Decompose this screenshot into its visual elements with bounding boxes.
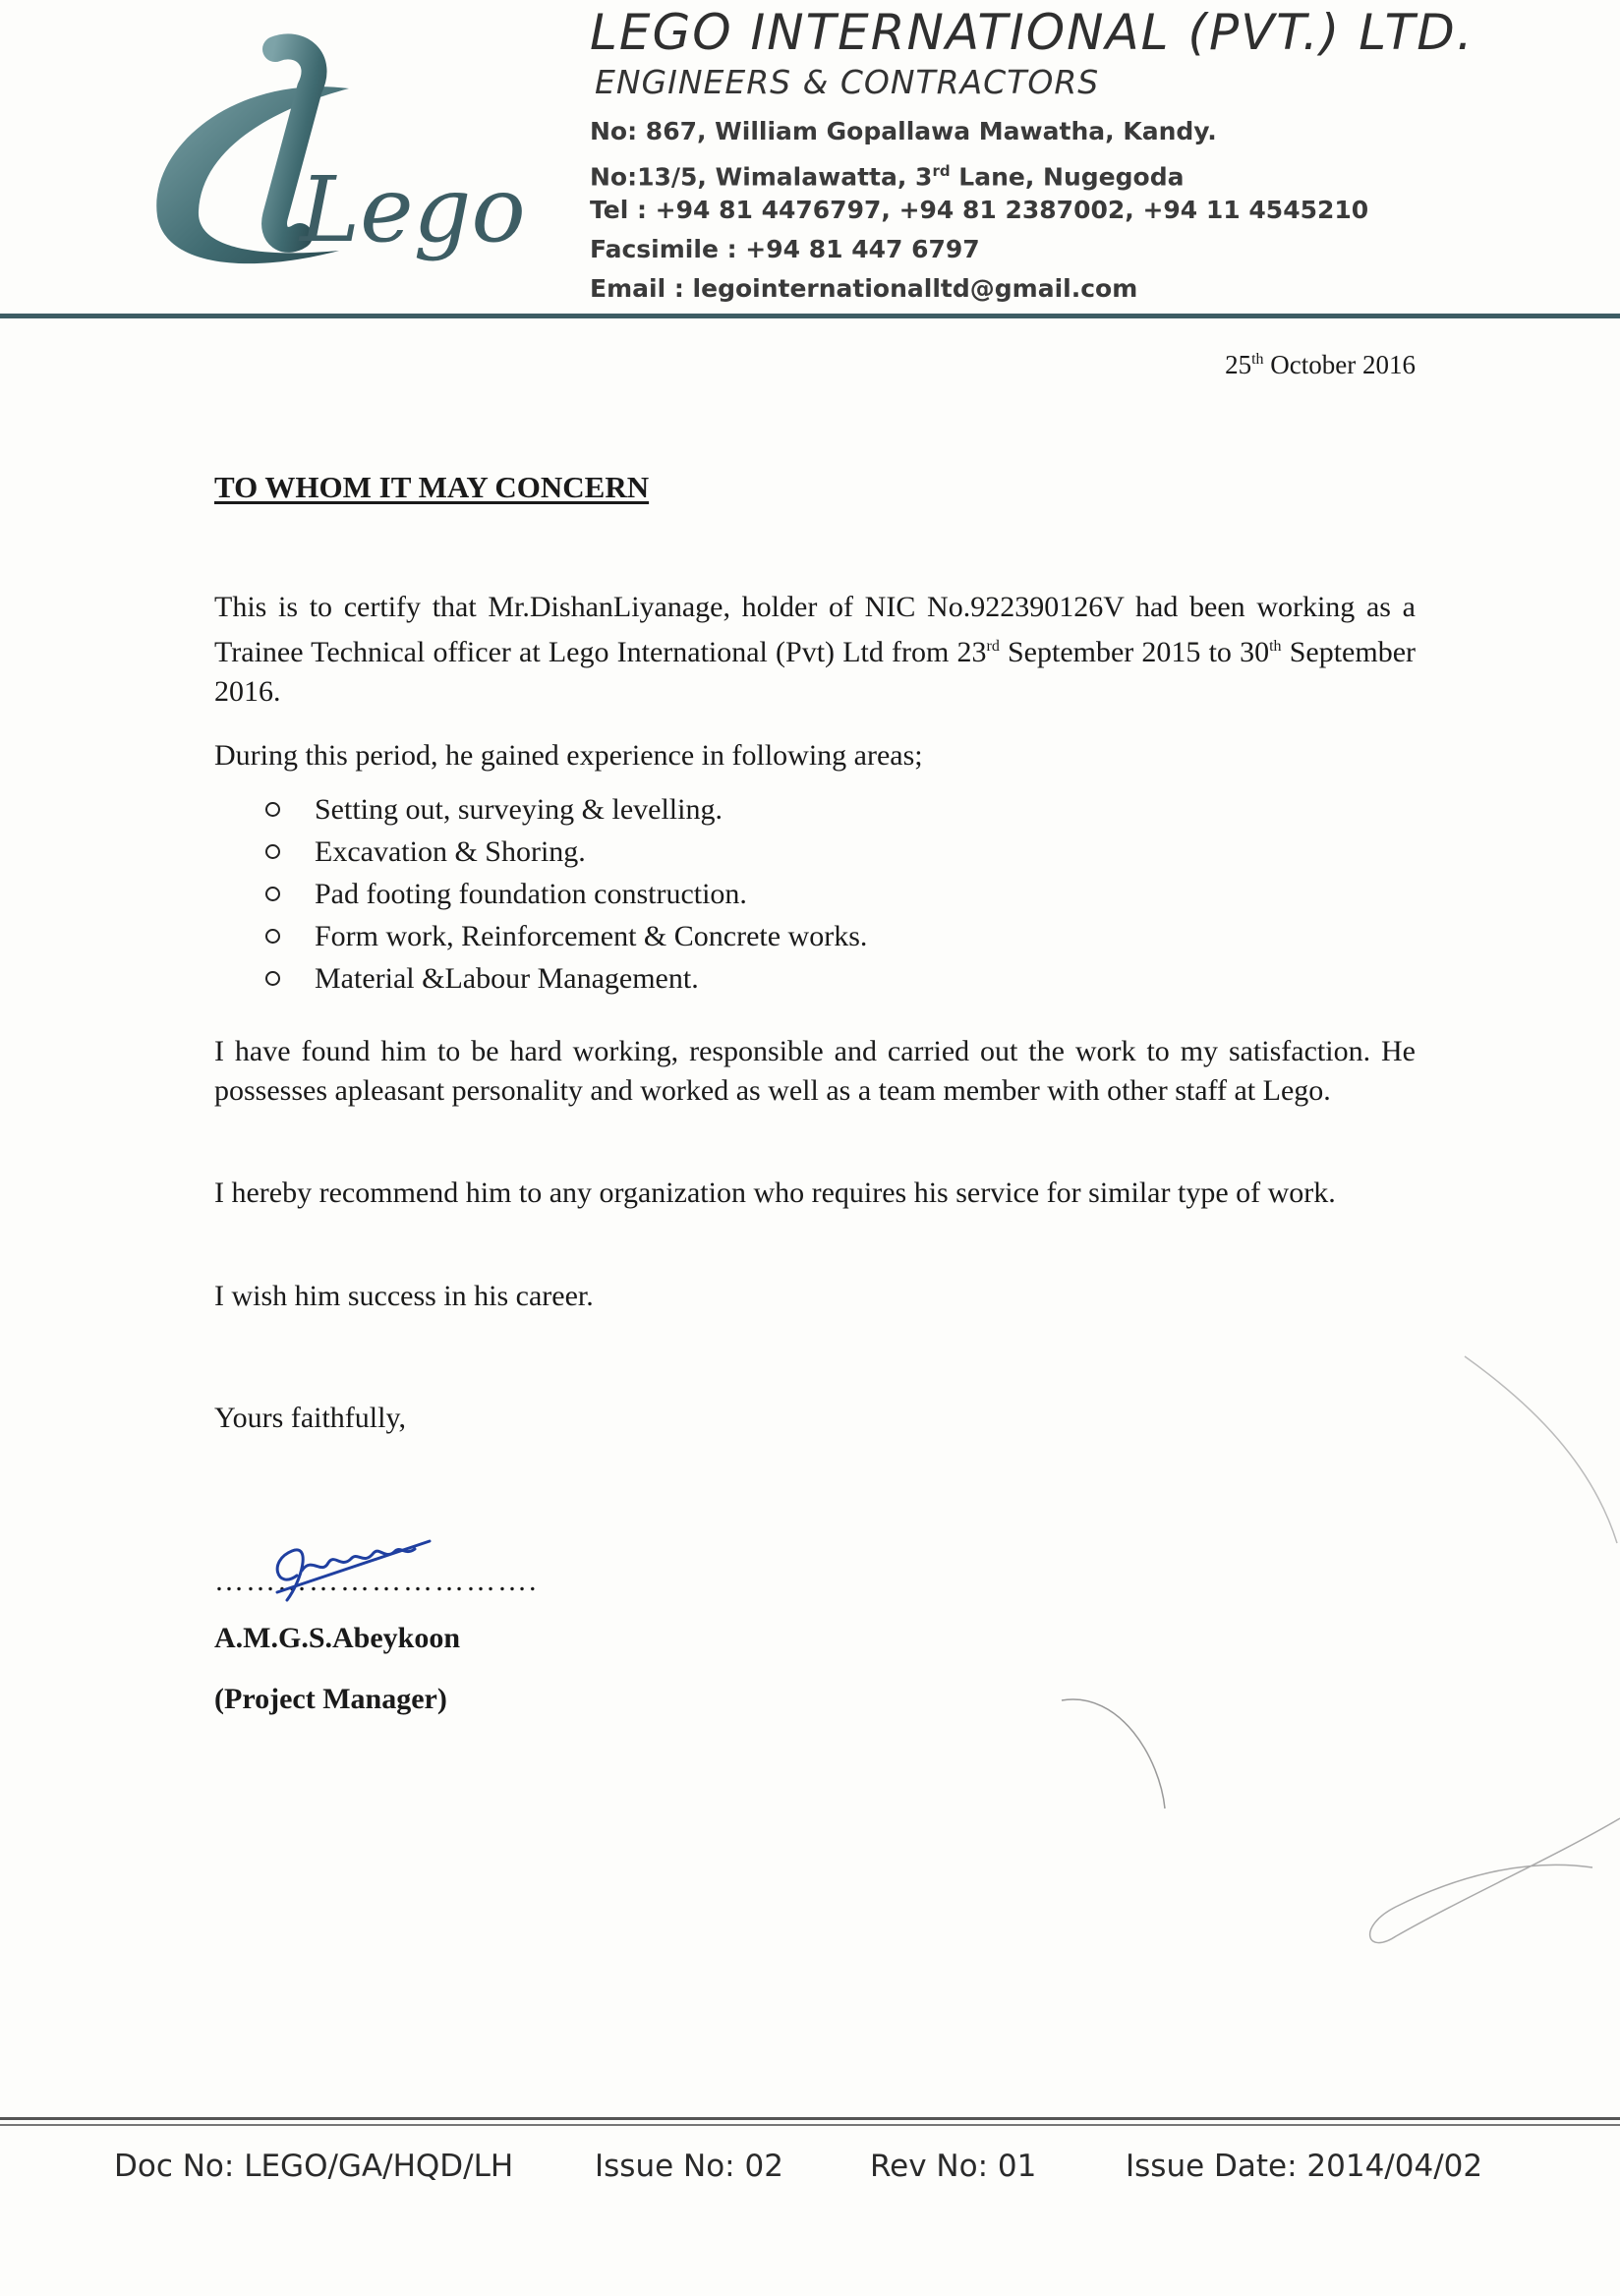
- footer-issue-no: Issue No: 02: [595, 2149, 783, 2184]
- closing: Yours faithfully,: [214, 1402, 407, 1434]
- header-divider: [0, 314, 1620, 318]
- letter-subject: TO WHOM IT MAY CONCERN: [214, 470, 650, 504]
- svg-text:Lego: Lego: [300, 157, 526, 262]
- signer-title: (Project Manager): [214, 1683, 447, 1715]
- footer-rev-no: Rev No: 01: [870, 2149, 1037, 2184]
- list-item: Pad footing foundation construction.: [265, 873, 867, 915]
- list-item: Setting out, surveying & levelling.: [265, 788, 867, 831]
- bullet-icon: [265, 929, 280, 944]
- telephone: Tel : +94 81 4476797, +94 81 2387002, +94 11 4545210: [590, 196, 1369, 224]
- address-kandy: No: 867, William Gopallawa Mawatha, Kandy.: [590, 117, 1217, 145]
- handwritten-signature: [258, 1521, 444, 1610]
- signer-name: A.M.G.S.Abeykoon: [214, 1622, 461, 1654]
- list-item: Material &Labour Management.: [265, 957, 867, 1000]
- paragraph-evaluation: I have found him to be hard working, responsible and carried out the work to my satisfaction. He possesses apleasant personality and worked as well as a team member with other staff at Lego.: [214, 1035, 1416, 1107]
- company-name: LEGO INTERNATIONAL (PVT.) LTD.: [590, 4, 1475, 61]
- list-item: Form work, Reinforcement & Concrete works.: [265, 915, 867, 957]
- paragraph-wishes: I wish him success in his career.: [214, 1280, 594, 1312]
- footer-issue-date: Issue Date: 2014/04/02: [1126, 2149, 1483, 2184]
- bullet-icon: [265, 844, 280, 859]
- email: Email : legointernationalltd@gmail.com: [590, 274, 1138, 303]
- address-nugegoda: No:13/5, Wimalawatta, 3rd Lane, Nugegoda: [590, 162, 1185, 192]
- facsimile: Facsimile : +94 81 447 6797: [590, 235, 980, 263]
- footer-doc-no: Doc No: LEGO/GA/HQD/LH: [114, 2149, 514, 2184]
- bullet-icon: [265, 887, 280, 901]
- experience-list: [265, 788, 867, 1000]
- bullet-icon: [265, 802, 280, 817]
- scan-artifact: [1042, 1347, 1620, 1976]
- company-tagline: ENGINEERS & CONTRACTORS: [595, 63, 1100, 101]
- signature-line: ………………………….: [214, 1565, 539, 1597]
- contact-block: [590, 112, 1368, 309]
- paragraph-experience-intro: During this period, he gained experience in following areas;: [214, 739, 923, 772]
- paragraph-certification: This is to certify that Mr.DishanLiyanage, holder of NIC No.922390126V had been working as a Trainee Technical officer at Lego International (Pvt) Ltd from 23rd September 2015 to 30th September 2016.: [214, 591, 1416, 708]
- letter-date: 25th October 2016: [1225, 350, 1416, 379]
- footer-divider-secondary: [0, 2124, 1620, 2126]
- footer-divider: [0, 2117, 1620, 2120]
- company-logo: [128, 29, 560, 295]
- list-item: Excavation & Shoring.: [265, 831, 867, 873]
- paragraph-recommendation: I hereby recommend him to any organization who requires his service for similar type of work.: [214, 1177, 1336, 1209]
- bullet-icon: [265, 971, 280, 986]
